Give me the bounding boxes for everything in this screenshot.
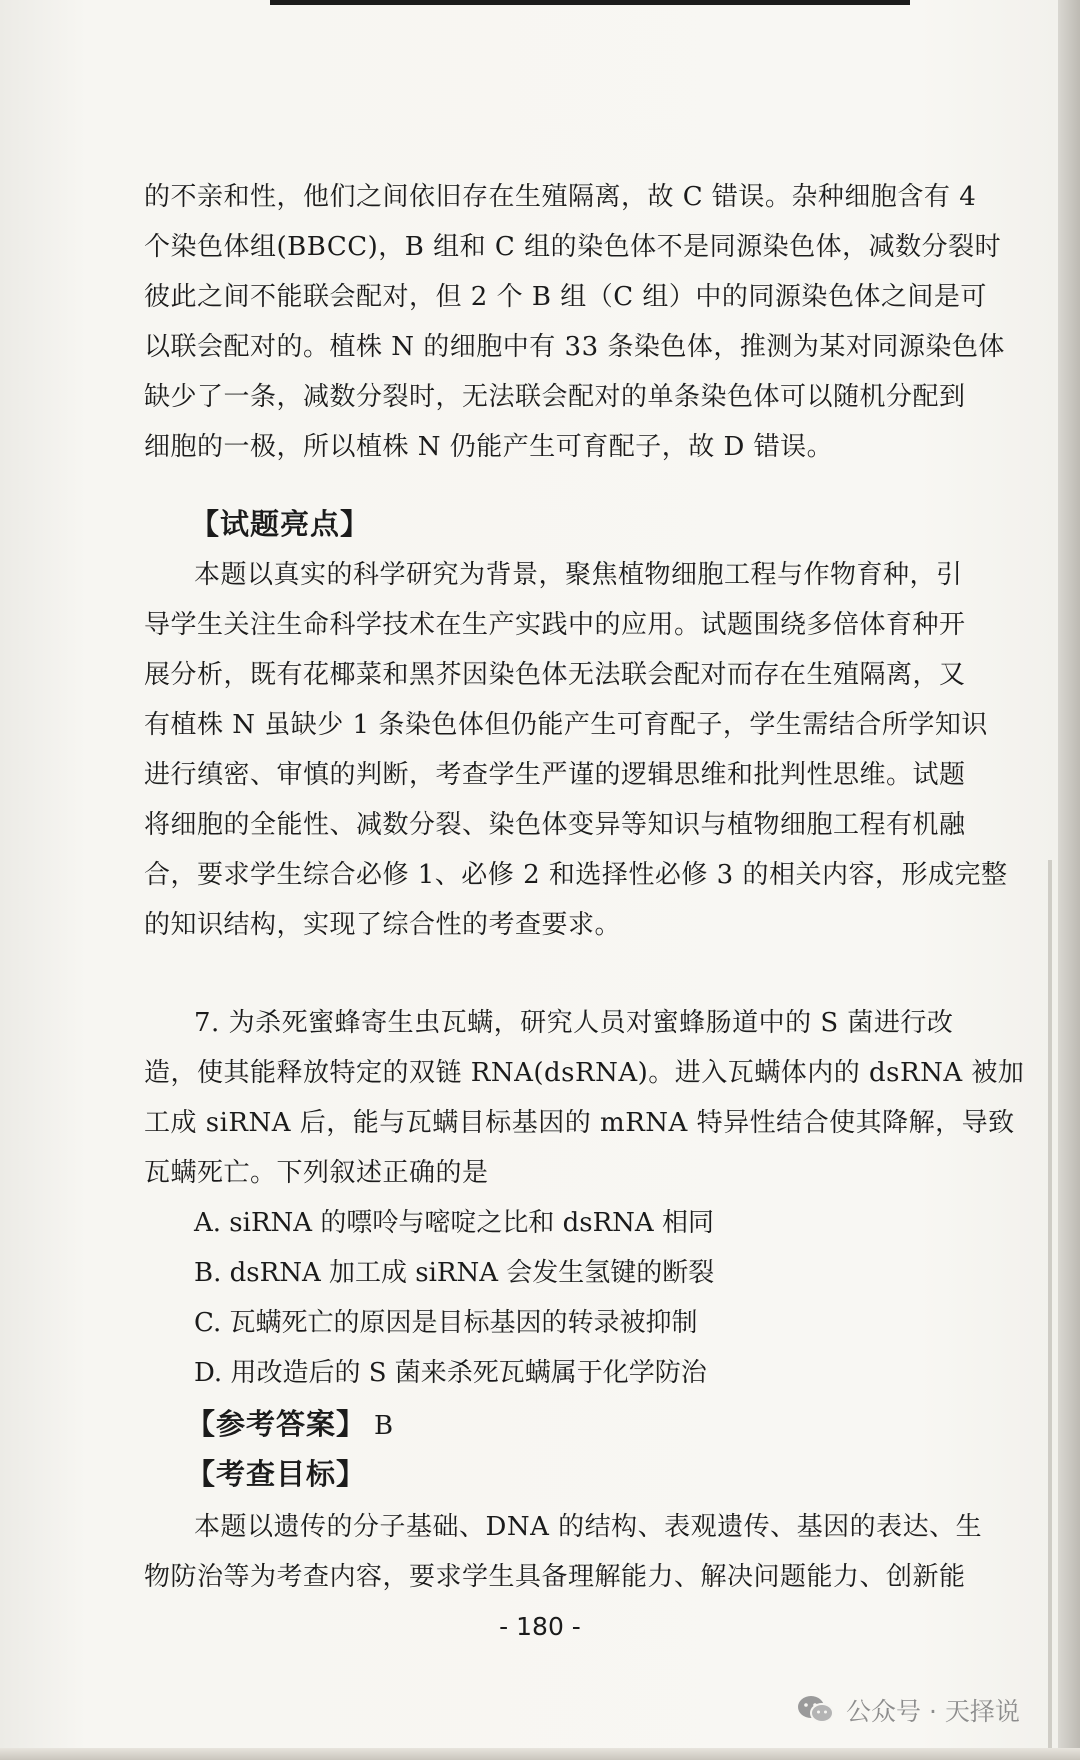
option-b: B. dsRNA 加工成 siRNA 会发生氢键的断裂 bbox=[194, 1258, 715, 1288]
prev-analysis-paragraph bbox=[144, 172, 1005, 472]
text-line: 有植株 N 虽缺少 1 条染色体但仍能产生可育配子，学生需结合所学知识 bbox=[144, 710, 988, 740]
text-line: 本题以遗传的分子基础、DNA 的结构、表观遗传、基因的表达、生 bbox=[194, 1512, 983, 1542]
highlights-heading: 【试题亮点】 bbox=[190, 507, 371, 541]
answer-value: B bbox=[374, 1411, 395, 1441]
text-line: 瓦螨死亡。下列叙述正确的是 bbox=[144, 1158, 489, 1188]
question-options bbox=[194, 1198, 714, 1398]
objective-heading: 【考查目标】 bbox=[186, 1457, 367, 1491]
text-line: 个染色体组(BBCC)，B 组和 C 组的染色体不是同源染色体，减数分裂时 bbox=[144, 232, 1002, 262]
text-line: 彼此之间不能联会配对，但 2 个 B 组（C 组）中的同源染色体之间是可 bbox=[144, 282, 987, 312]
text-line: 导学生关注生命科学技术在生产实践中的应用。试题围绕多倍体育种开 bbox=[144, 610, 966, 640]
text-line: 以联会配对的。植株 N 的细胞中有 33 条染色体，推测为某对同源染色体 bbox=[144, 332, 1005, 362]
highlights-paragraph bbox=[144, 550, 1008, 950]
watermark bbox=[796, 1692, 1020, 1728]
page-edge-shadow bbox=[1058, 0, 1080, 1760]
answer-heading bbox=[186, 1402, 394, 1443]
top-binding-bar bbox=[270, 0, 910, 5]
question-stem bbox=[144, 998, 1025, 1198]
text-line: 造，使其能释放特定的双链 RNA(dsRNA)。进入瓦螨体内的 dsRNA 被加 bbox=[144, 1058, 1025, 1088]
text-line: 缺少了一条，减数分裂时，无法联会配对的单条染色体可以随机分配到 bbox=[144, 382, 966, 412]
text-line: 细胞的一极，所以植株 N 仍能产生可育配子，故 D 错误。 bbox=[144, 432, 834, 462]
text-line: 展分析，既有花椰菜和黑芥因染色体无法联会配对而存在生殖隔离，又 bbox=[144, 660, 966, 690]
objective-paragraph bbox=[144, 1502, 983, 1602]
text-line: 物防治等为考查内容，要求学生具备理解能力、解决问题能力、创新能 bbox=[144, 1562, 966, 1592]
text-line: 7. 为杀死蜜蜂寄生虫瓦螨，研究人员对蜜蜂肠道中的 S 菌进行改 bbox=[194, 1008, 954, 1038]
wechat-icon bbox=[796, 1694, 836, 1726]
watermark-text: 公众号 · 天择说 bbox=[846, 1697, 1020, 1726]
text-line: 合，要求学生综合必修 1、必修 2 和选择性必修 3 的相关内容，形成完整 bbox=[144, 860, 1008, 890]
text-line: 工成 siRNA 后，能与瓦螨目标基因的 mRNA 特异性结合使其降解，导致 bbox=[144, 1108, 1015, 1138]
bottom-page-edge bbox=[0, 1748, 1080, 1760]
text-line: 本题以真实的科学研究为背景，聚焦植物细胞工程与作物育种，引 bbox=[194, 560, 963, 590]
text-line: 进行缜密、审慎的判断，考查学生严谨的逻辑思维和批判性思维。试题 bbox=[144, 760, 966, 790]
option-c: C. 瓦螨死亡的原因是目标基因的转录被抑制 bbox=[194, 1308, 698, 1338]
text-line: 的不亲和性，他们之间依旧存在生殖隔离，故 C 错误。杂种细胞含有 4 bbox=[144, 182, 977, 212]
text-line: 的知识结构，实现了综合性的考查要求。 bbox=[144, 910, 622, 940]
text-line: 将细胞的全能性、减数分裂、染色体变异等知识与植物细胞工程有机融 bbox=[144, 810, 966, 840]
option-a: A. siRNA 的嘌呤与嘧啶之比和 dsRNA 相同 bbox=[194, 1208, 714, 1238]
answer-heading-label: 【参考答案】 bbox=[186, 1407, 367, 1441]
page-number: - 180 - bbox=[499, 1612, 581, 1641]
option-d: D. 用改造后的 S 菌来杀死瓦螨属于化学防治 bbox=[194, 1358, 707, 1388]
